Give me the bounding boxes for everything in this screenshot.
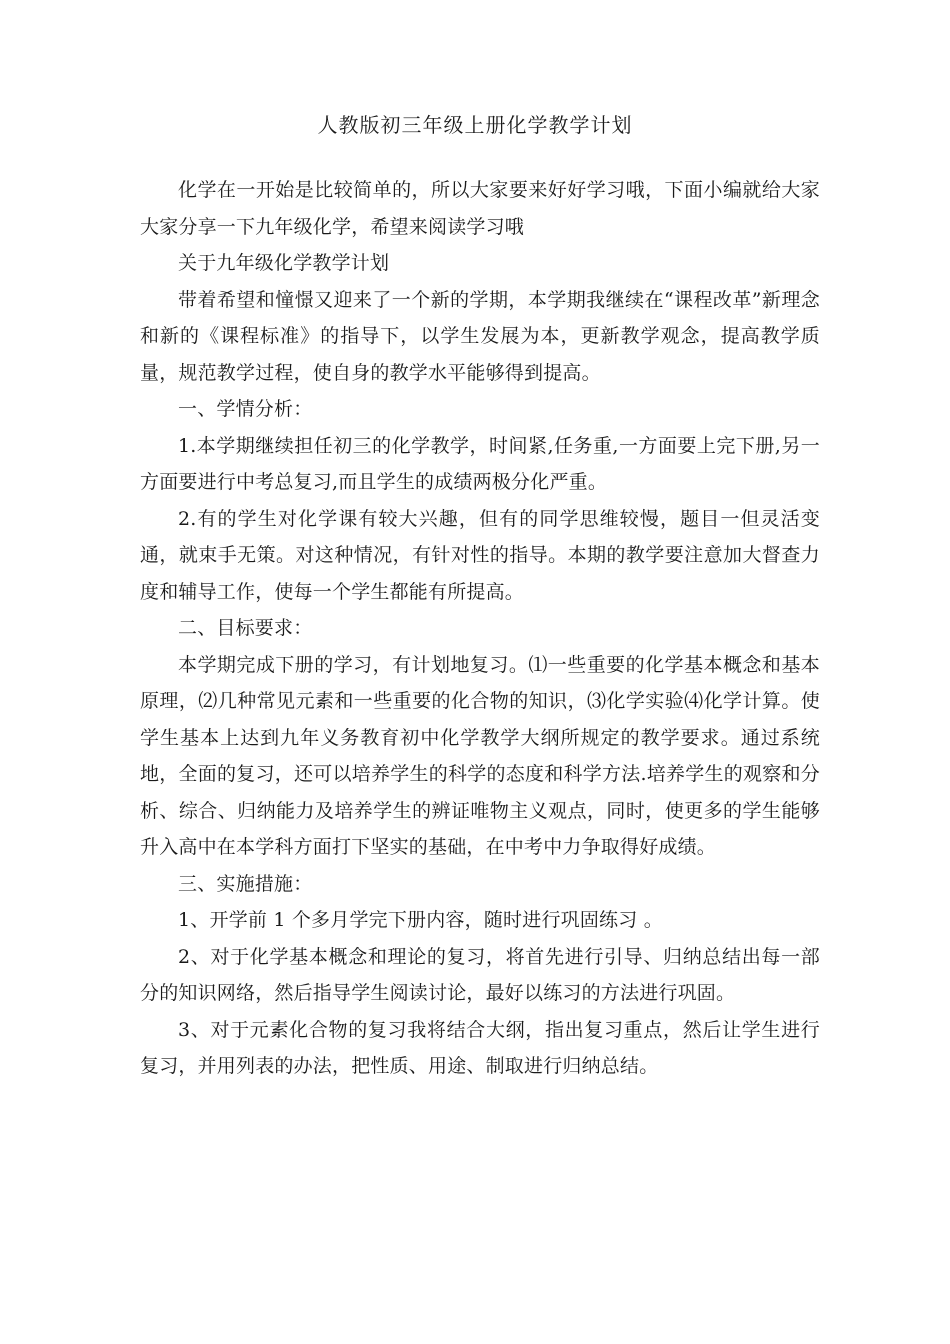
section-heading-goals: 二、目标要求： (178, 617, 313, 639)
paragraph-measure-3: 3、对于元素化合物的复习我将结合大纲，指出复习重点，然后让学生进行复习，并用列表的办法，把性质、用途、制取进行归纳总结。 (140, 1018, 820, 1077)
document-body (140, 172, 820, 1085)
section-heading-measures: 三、实施措施： (178, 872, 313, 895)
paragraph-analysis-1: 1.本学期继续担任初三的化学教学，时间紧,任务重,一方面要上完下册,另一方面要进行中考总复习,而且学生的成绩两极分化严重。 (140, 434, 820, 493)
paragraph-analysis-2: 2.有的学生对化学课有较大兴趣，但有的同学思维较慢，题目一但灵活变通，就束手无策。对这种情况，有针对性的指导。本期的教学要注意加大督查力度和辅导工作，使每一个学生都能有所提高。 (140, 507, 820, 603)
paragraph-measure-1: 1、开学前 1 个多月学完下册内容，随时进行巩固练习 。 (178, 909, 663, 931)
document-title: 人教版初三年级上册化学教学计划 (317, 113, 633, 137)
paragraph-intro: 化学在一开始是比较简单的，所以大家要来好好学习哦，下面小编就给大家大家分享一下九年级化学，希望来阅读学习哦 (140, 179, 820, 238)
paragraph-goals: 本学期完成下册的学习，有计划地复习。⑴一些重要的化学基本概念和基本原理，⑵几种常见元素和一些重要的化合物的知识，⑶化学实验⑷化学计算。使学生基本上达到九年义务教育初中化学教学大纲所规定的教学要求。通过系统地，全面的复习，还可以培养学生的科学的态度和科学方法.培养学生的观察和分析、综合、归纳能力及培养学生的辨证唯物主义观点，同时，使更多的学生能够升入高中在本学科方面打下坚实的基础，在中考中力争取得好成绩。 (140, 653, 820, 858)
paragraph-preface: 带着希望和憧憬又迎来了一个新的学期，本学期我继续在“课程改革”新理念和新的《课程标准》的指导下，以学生发展为本，更新教学观念，提高教学质量，规范教学过程，使自身的教学水平能够得到提高。 (140, 288, 820, 384)
paragraph-measure-2: 2、对于化学基本概念和理论的复习，将首先进行引导、归纳总结出每一部分的知识网络，然后指导学生阅读讨论，最好以练习的方法进行巩固。 (140, 945, 820, 1004)
paragraph-subtitle: 关于九年级化学教学计划 (178, 252, 390, 274)
section-heading-analysis: 一、学情分析： (178, 398, 313, 420)
